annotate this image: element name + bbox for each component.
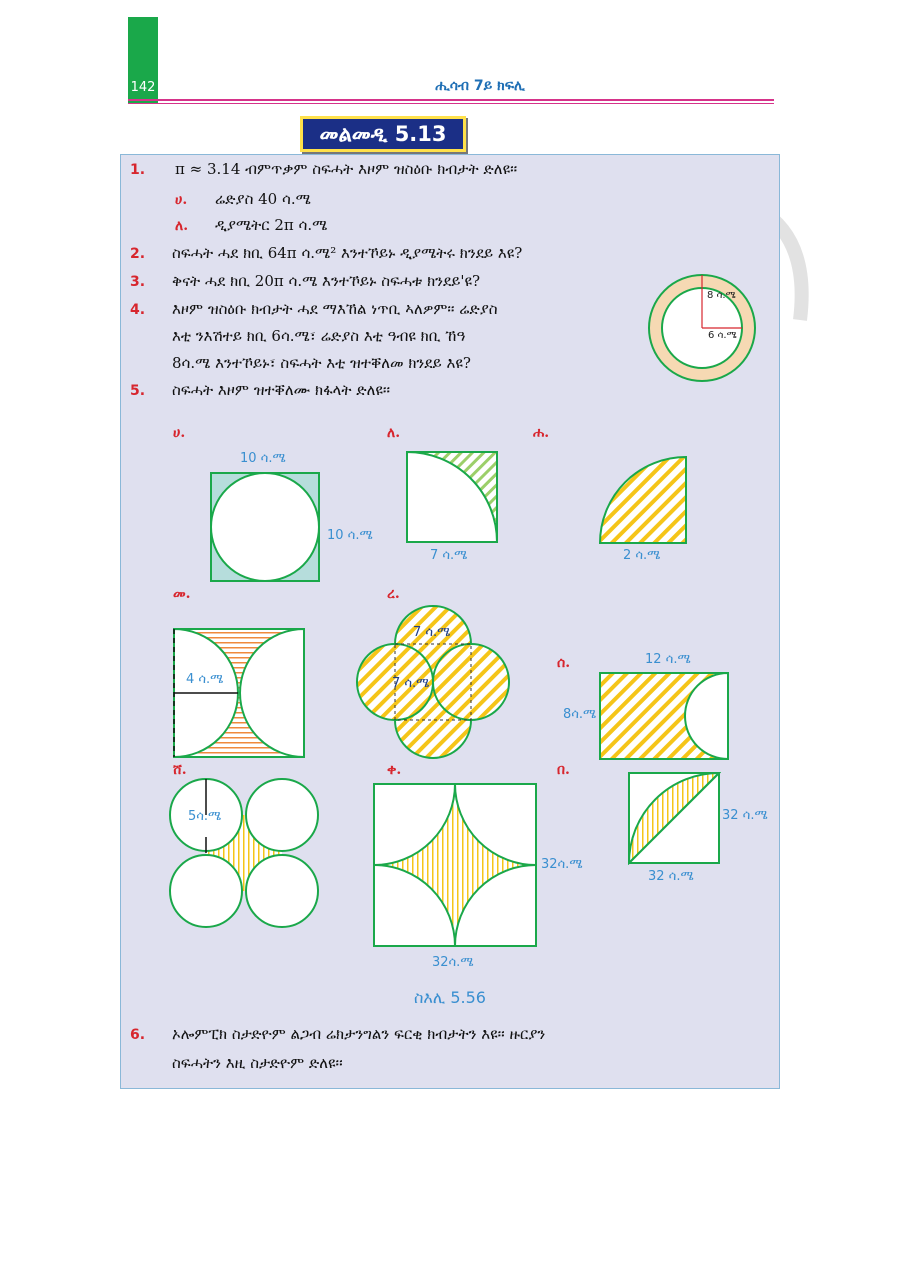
question-3-number: 3. — [130, 274, 146, 290]
question-3-text: ቅናት ሓደ ክቢ 20π ሳ.ሜ እንተኾይኑ ስፍሓቱ ክንደይ'ዩ? — [172, 272, 481, 290]
figure-caption: ስእሊ 5.56 — [414, 988, 486, 1007]
figure-i-segment — [627, 771, 721, 865]
figure-a-side-label: 10 ሳ.ሜ — [327, 528, 373, 543]
figure-i-bottom-label: 32 ሳ.ሜ — [648, 869, 694, 884]
figure-g-letter: ሸ. — [173, 762, 187, 778]
question-4-number: 4. — [130, 302, 146, 318]
figure-b-letter: ለ. — [387, 425, 401, 441]
question-4-line3: 8ሳ.ሜ እንተኾይኑ፣ ስፍሓት እቲ ዝተቐለመ ክንደይ እዩ? — [172, 354, 471, 372]
question-1a-letter: ሀ. — [175, 192, 188, 208]
question-6-line1: ኦሎምፒክ ስታድዮም ልጋብ ሬክታንግልን ፍርቂ ክብታትን እዩ፡፡ ዙርያን — [172, 1025, 546, 1043]
question-4-line1: እዞም ዝስዕቡ ክብታት ሓደ ማእኸል ነጥቢ ኣለዎም፡፡ ሬድያስ — [172, 300, 498, 318]
running-head: ሒሳብ 7ይ ክፍሊ — [435, 78, 525, 94]
question-2-text: ስፍሓት ሓደ ክቢ 64π ሳ.ሜ² እንተኾይኑ ዲያሜትሩ ክንደይ እዩ? — [172, 244, 523, 262]
figure-e-side-label: 7 ሳ.ሜ — [392, 676, 430, 691]
header-rule-thin — [128, 103, 774, 104]
question-1b-text: ዲያሜትር 2π ሳ.ሜ — [215, 216, 328, 234]
question-6-line2: ስፍሓትን እዚ ስታድዮም ድለዩ፡፡ — [172, 1054, 343, 1072]
figure-a-letter: ሀ. — [173, 425, 186, 441]
concentric-circles-figure — [645, 273, 760, 388]
question-1-number: 1. — [130, 162, 146, 178]
figure-h-letter: ቀ. — [387, 762, 402, 778]
question-5-number: 5. — [130, 383, 146, 399]
question-6-number: 6. — [130, 1027, 146, 1043]
figure-d-letter: መ. — [173, 586, 191, 602]
figure-d-inner-label: 4 ሳ.ሜ — [186, 672, 224, 687]
figure-e-letter: ረ. — [387, 586, 400, 602]
question-1a-text: ሬድያስ 40 ሳ.ሜ — [215, 190, 311, 208]
ring-outer-label: 8 ሳ.ሜ — [707, 290, 736, 301]
question-5-text: ስፍሓት እዞም ዝተቐለሙ ክፋላት ድለዩ፡፡ — [172, 381, 390, 399]
question-4-line2: እቲ ንእሽተይ ክቢ 6ሳ.ሜ፣ ሬድያስ እቲ ዓብዩ ክቢ ኸዓ — [172, 327, 466, 345]
figure-i-letter: በ. — [557, 762, 570, 778]
question-1-text: π ≈ 3.14 ብምጥቃም ስፍሓት እዞም ዝስዕቡ ክብታት ድለዩ፡፡ — [175, 160, 518, 178]
figure-b-bottom-label: 7 ሳ.ሜ — [430, 548, 468, 563]
figure-f-top-label: 12 ሳ.ሜ — [645, 652, 691, 667]
figure-h-astroid — [372, 782, 538, 948]
figure-f-side-label: 8ሳ.ሜ — [563, 707, 597, 722]
figure-c-letter: ሐ. — [533, 425, 550, 441]
header-rule — [128, 99, 774, 101]
figure-d-semicircles — [172, 627, 308, 761]
figure-e-top-label: 7 ሳ.ሜ — [413, 625, 451, 640]
figure-a-square-circle — [210, 472, 322, 584]
figure-f-letter: ሰ. — [557, 655, 571, 671]
figure-c-quarter-circle — [598, 455, 690, 547]
figure-g-inner-label: 5ሳ.ሜ — [188, 809, 222, 824]
ring-inner-label: 6 ሳ.ሜ — [708, 330, 737, 341]
figure-i-side-label: 32 ሳ.ሜ — [722, 808, 768, 823]
figure-g-four-circles — [168, 777, 322, 931]
figure-h-bottom-label: 32ሳ.ሜ — [432, 955, 474, 970]
question-1b-letter: ለ. — [175, 218, 189, 234]
figure-c-bottom-label: 2 ሳ.ሜ — [623, 548, 661, 563]
question-2-number: 2. — [130, 246, 146, 262]
exercise-title: መልመዲ 5.13 — [300, 116, 466, 152]
figure-f-rect-semicircle — [598, 671, 732, 761]
figure-a-top-label: 10 ሳ.ሜ — [240, 451, 286, 466]
figure-b-quarter-square — [405, 450, 500, 545]
page-number: 142 — [130, 80, 156, 95]
figure-h-side-label: 32ሳ.ሜ — [541, 857, 583, 872]
